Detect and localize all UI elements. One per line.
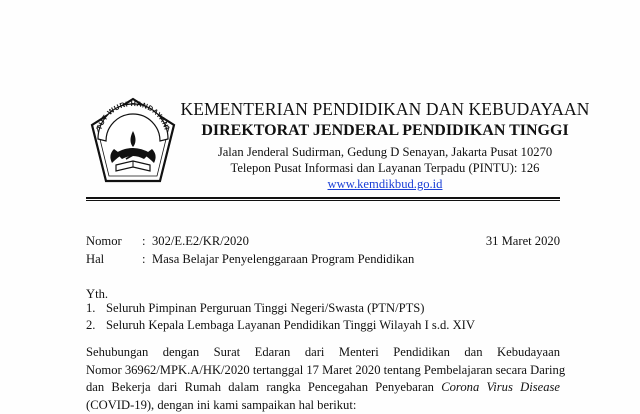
ministry-name: KEMENTERIAN PENDIDIKAN DAN KEBUDAYAAN	[180, 99, 590, 119]
list-item	[86, 300, 475, 317]
nomor-label: Nomor	[86, 234, 122, 248]
letter-date: 31 Maret 2020	[485, 234, 560, 248]
recipient-number: 1.	[86, 301, 96, 315]
recipient-list	[86, 300, 475, 334]
body-paragraph	[86, 344, 566, 414]
phone-info: Telepon Pusat Informasi dan Layanan Terpadu (PINTU): 126	[230, 161, 540, 175]
body-line-1: Sehubungan dengan Surat Edaran dari Menteri Pendidikan dan Kebudayaan	[86, 345, 560, 359]
office-address: Jalan Jenderal Sudirman, Gedung D Senayan, Jakarta Pusat 10270	[217, 145, 553, 159]
list-item	[86, 317, 475, 334]
nomor-separator: :	[142, 234, 146, 248]
subject-row	[86, 251, 414, 267]
greeting: Yth.	[86, 287, 109, 301]
body-line-3-text: dan Bekerja dari Rumah dalam rangka Pencegahan Penyebaran	[86, 380, 442, 394]
hal-label: Hal	[86, 252, 105, 266]
recipient-text: Seluruh Pimpinan Perguruan Tinggi Negeri/Swasta (PTN/PTS)	[106, 301, 425, 315]
directorate-name: DIREKTORAT JENDERAL PENDIDIKAN TINGGI	[201, 122, 569, 139]
hal-value: Masa Belajar Penyelenggaraan Program Pendidikan	[152, 252, 415, 266]
letterhead-divider-thick	[86, 197, 560, 199]
body-line-3	[86, 379, 560, 397]
tut-wuri-handayani-logo-icon	[86, 95, 180, 187]
body-line-4: (COVID-19), dengan ini kami sampaikan hal berikut:	[86, 397, 357, 412]
letterhead	[180, 99, 590, 192]
letter-number-row	[86, 233, 560, 249]
nomor-value: 302/E.E2/KR/2020	[152, 234, 249, 248]
letterhead-divider-thin	[86, 200, 560, 201]
body-line-2: Nomor 36962/MPK.A/HK/2020 tertanggal 17 Maret 2020 tentang Pembelajaran secara Daring	[86, 362, 566, 377]
logo-ribbon-text: TUT WURI HANDAYANI	[94, 98, 172, 132]
recipient-number: 2.	[86, 318, 96, 332]
body-line-3-italic: Corona Virus Disease	[441, 380, 560, 394]
website-link[interactable]: www.kemdikbud.go.id	[327, 177, 443, 191]
recipient-text: Seluruh Kepala Lembaga Layanan Pendidikan Tinggi Wilayah I s.d. XIV	[106, 318, 475, 332]
hal-separator: :	[142, 252, 146, 266]
